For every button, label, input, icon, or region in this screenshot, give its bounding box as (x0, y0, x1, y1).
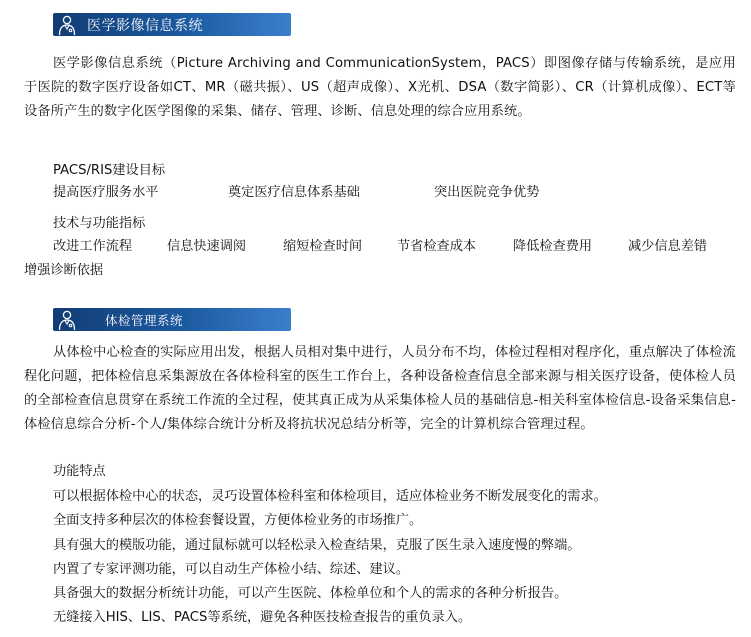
tech-item: 缩短检查时间 (283, 239, 363, 254)
tech-item: 节省检查成本 (397, 239, 477, 254)
section-title-health: 体检管理系统 (105, 312, 184, 328)
health-features-heading: 功能特点 (53, 464, 106, 479)
tech-item: 改进工作流程 (53, 239, 133, 254)
feature-item: 内置了专家评测功能，可以自动生产体检小结、综述、建议。 (53, 562, 410, 577)
goal-item: 突出医院竞争优势 (434, 185, 540, 200)
tech-item: 减少信息差错 (628, 239, 708, 254)
feature-item: 具有强大的模版功能，通过鼠标就可以轻松录入检查结果，克服了医生录入速度慢的弊端。 (53, 538, 581, 553)
pacs-tech-row-2 (0, 260, 751, 282)
feature-item: 可以根据体检中心的状态，灵巧设置体检科室和体检项目，适应体检业务不断发展变化的需求。 (53, 489, 607, 504)
feature-item: 具备强大的数据分析统计功能，可以产生医院、体检单位和个人的需求的各种分析报告。 (53, 586, 568, 601)
section-title-pacs: 医学影像信息系统 (87, 17, 203, 34)
pacs-tech-row (0, 236, 751, 258)
pacs-goals-row (0, 182, 751, 204)
pacs-goals-heading: PACS/RIS建设目标 (53, 163, 166, 178)
doctor-icon (53, 13, 81, 36)
feature-item: 全面支持多种层次的体检套餐设置，方便体检业务的市场推广。 (53, 513, 423, 528)
section-banner-health (53, 308, 291, 331)
doctor-icon (53, 308, 81, 331)
section-banner-pacs (53, 13, 291, 36)
tech-item: 信息快速调阅 (167, 239, 247, 254)
health-intro: 从体检中心检查的实际应用出发，根据人员相对集中进行，人员分布不均，体检过程相对程序化，重点解决了体检流程化问题，把体检信息采集源放在各体检科室的医生工作台上，各种设备检查信息全部来源与相关医疗设备，使体检人员的全部检查信息贯穿在系统工作流的全过程，使其真正成为从采集体检人员的基础信息-相关科室体检信息-设备采集信息-体检信息综合分析-个人/集体综合统计分析及将抗状况总结分析等，完全的计算机综合管理过程。 (24, 345, 736, 432)
tech-item: 降低检查费用 (513, 239, 593, 254)
goal-item: 提高医疗服务水平 (53, 185, 159, 200)
tech-item: 增强诊断依据 (24, 263, 104, 278)
goal-item: 奠定医疗信息体系基础 (228, 185, 360, 200)
pacs-tech-heading: 技术与功能指标 (53, 216, 146, 231)
feature-item: 无缝接入HIS、LIS、PACS等系统，避免各种医技检查报告的重负录入。 (53, 610, 472, 625)
pacs-intro: 医学影像信息系统（Picture Archiving and CommunicationSystem，PACS）即图像存储与传输系统，是应用于医院的数字医疗设备如CT、MR（磁共振）、US（超声成像）、X光机、DSA（数字简影）、CR（计算机成像）、ECT等设备所产生的数字化医学图像的采集、储存、管理、诊断、信息处理的综合应用系统。 (24, 56, 736, 119)
